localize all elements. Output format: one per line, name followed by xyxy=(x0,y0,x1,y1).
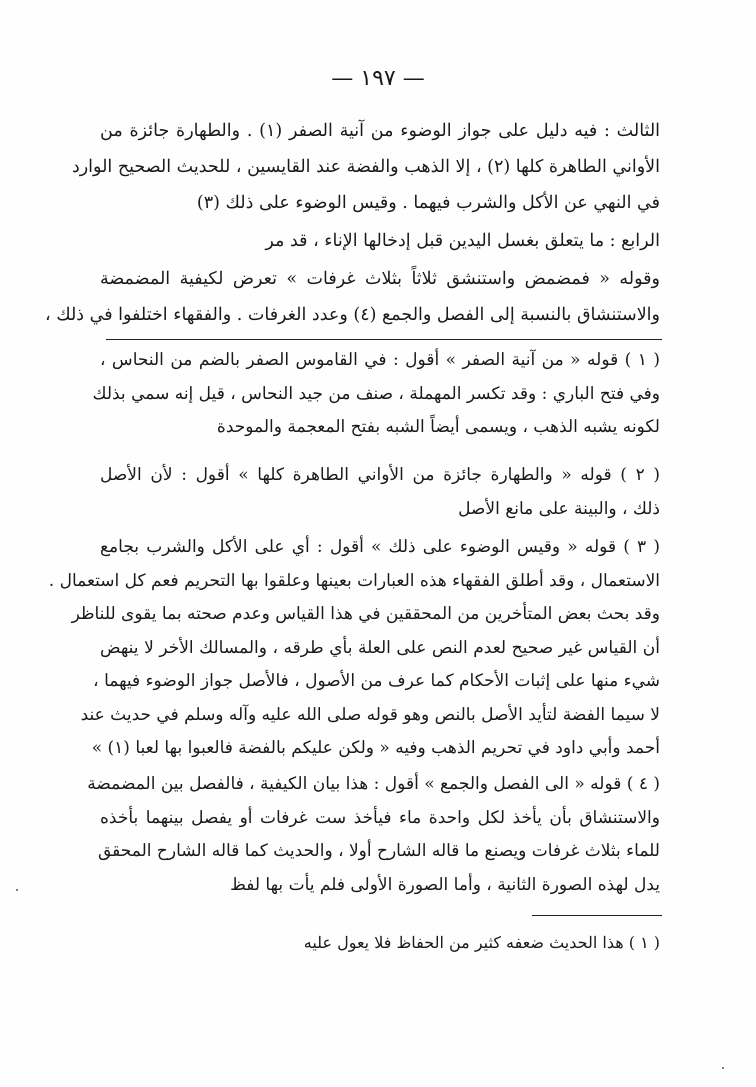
footnote-line: وفي فتح الباري : وقد تكسر المهملة ، صنف من جيد النحاس ، قيل إنه سمي بذلك xyxy=(92,383,660,404)
sub-footnote-separator xyxy=(532,915,662,916)
main-line: الرابع : ما يتعلق بغسل اليدين قبل إدخالها الإناء ، قد مر xyxy=(265,231,660,251)
footnote-line: لكونه يشبه الذهب ، ويسمى أيضاً الشبه بفتح المعجمة والموحدة xyxy=(216,417,660,437)
footnote-line: ( ٣ ) قوله « وقيس الوضوء على ذلك » أقول : أي على الأكل والشرب بجامع xyxy=(100,537,660,557)
main-line: وقوله « فمضمض واستنشق ثلاثاً بثلاث غرفات » تعرض لكيفية المضمضة xyxy=(100,269,660,289)
sub-footnote: ( ١ ) هذا الحديث ضعفه كثير من الحفاظ فلا يعول عليه xyxy=(303,933,660,952)
footnote-line: ( ٢ ) قوله « والطهارة جائزة من الأواني الطاهرة كلها » أقول : لأن الأصل xyxy=(100,465,660,485)
footnote-line: والاستنشاق بأن يأخذ لكل واحدة ماء فيأخذ ست غرفات أو يفصل بينهما بأخذه xyxy=(100,807,660,828)
footnote-line: وقد بحث بعض المتأخرين من المحققين في هذا القياس وعدم صحته بما يقوى للناظر xyxy=(71,604,660,624)
page-number: — ١٩٧ — xyxy=(331,66,425,91)
main-line: في النهي عن الأكل والشرب فيهما . وقيس الوضوء على ذلك (٣) xyxy=(196,193,660,213)
main-line: والاستنشاق بالنسبة إلى الفصل والجمع (٤) وعدد الغرفات . والفقهاء اختلفوا في ذلك ، xyxy=(44,305,660,325)
scan-speck xyxy=(16,889,18,891)
main-text xyxy=(44,113,661,333)
footnote-line: لا سيما الفضة لتأيد الأصل بالنص وهو قوله صلى الله عليه وآله وسلم في حديث عند xyxy=(80,704,660,725)
footnote-line: ( ٤ ) قوله « الى الفصل والجمع » أقول : هذا بيان الكيفية ، فالفصل بين المضمضة xyxy=(87,774,660,794)
footnote-line: ( ١ ) قوله « من آنية الصفر » أقول : في القاموس الصفر بالضم من النحاس ، xyxy=(100,350,660,370)
footnote-separator xyxy=(106,339,662,340)
footnote-line: يدل لهذه الصورة الثانية ، وأما الصورة الأولى فلم يأت بها لفظ xyxy=(230,874,660,895)
footnote-line: ذلك ، والبينة على مانع الأصل xyxy=(458,498,660,519)
main-line: الثالث : فيه دليل على جواز الوضوء من آنية الصفر (١) . والطهارة جائزة من xyxy=(100,121,661,141)
footnote-1 xyxy=(92,344,660,445)
footnote-line: للماء بثلاث غرفات ويصنع ما قاله الشارح أولا ، والحديث كما قاله الشارح المحقق xyxy=(98,841,660,861)
main-line: الأواني الطاهرة كلها (٢) ، إلا الذهب والفضة عند القايسين ، للحديث الصحيح الوارد xyxy=(71,157,660,177)
footnote-3 xyxy=(48,531,660,766)
footnote-4 xyxy=(87,768,660,902)
footnote-line: أن القياس غير صحيح لعدم النص على العلة بأي طرقه ، والمسالك الأخر لا ينهض xyxy=(100,637,660,658)
footnote-2 xyxy=(100,459,660,526)
footnote-line: أحمد وأبي داود في تحريم الذهب وفيه « ولكن عليكم بالفضة فالعبوا بها لعبا (١) » xyxy=(91,738,660,758)
scan-speck xyxy=(722,1067,724,1069)
footnote-line: شيء منها على إثبات الأحكام كما عرف من الأصول ، فالأصل جواز الوضوء فيهما ، xyxy=(93,671,660,691)
footnote-line: الاستعمال ، وقد أطلق الفقهاء هذه العبارات بعينها وعلقوا بها التحريم فعم كل استعمال . xyxy=(48,570,660,591)
